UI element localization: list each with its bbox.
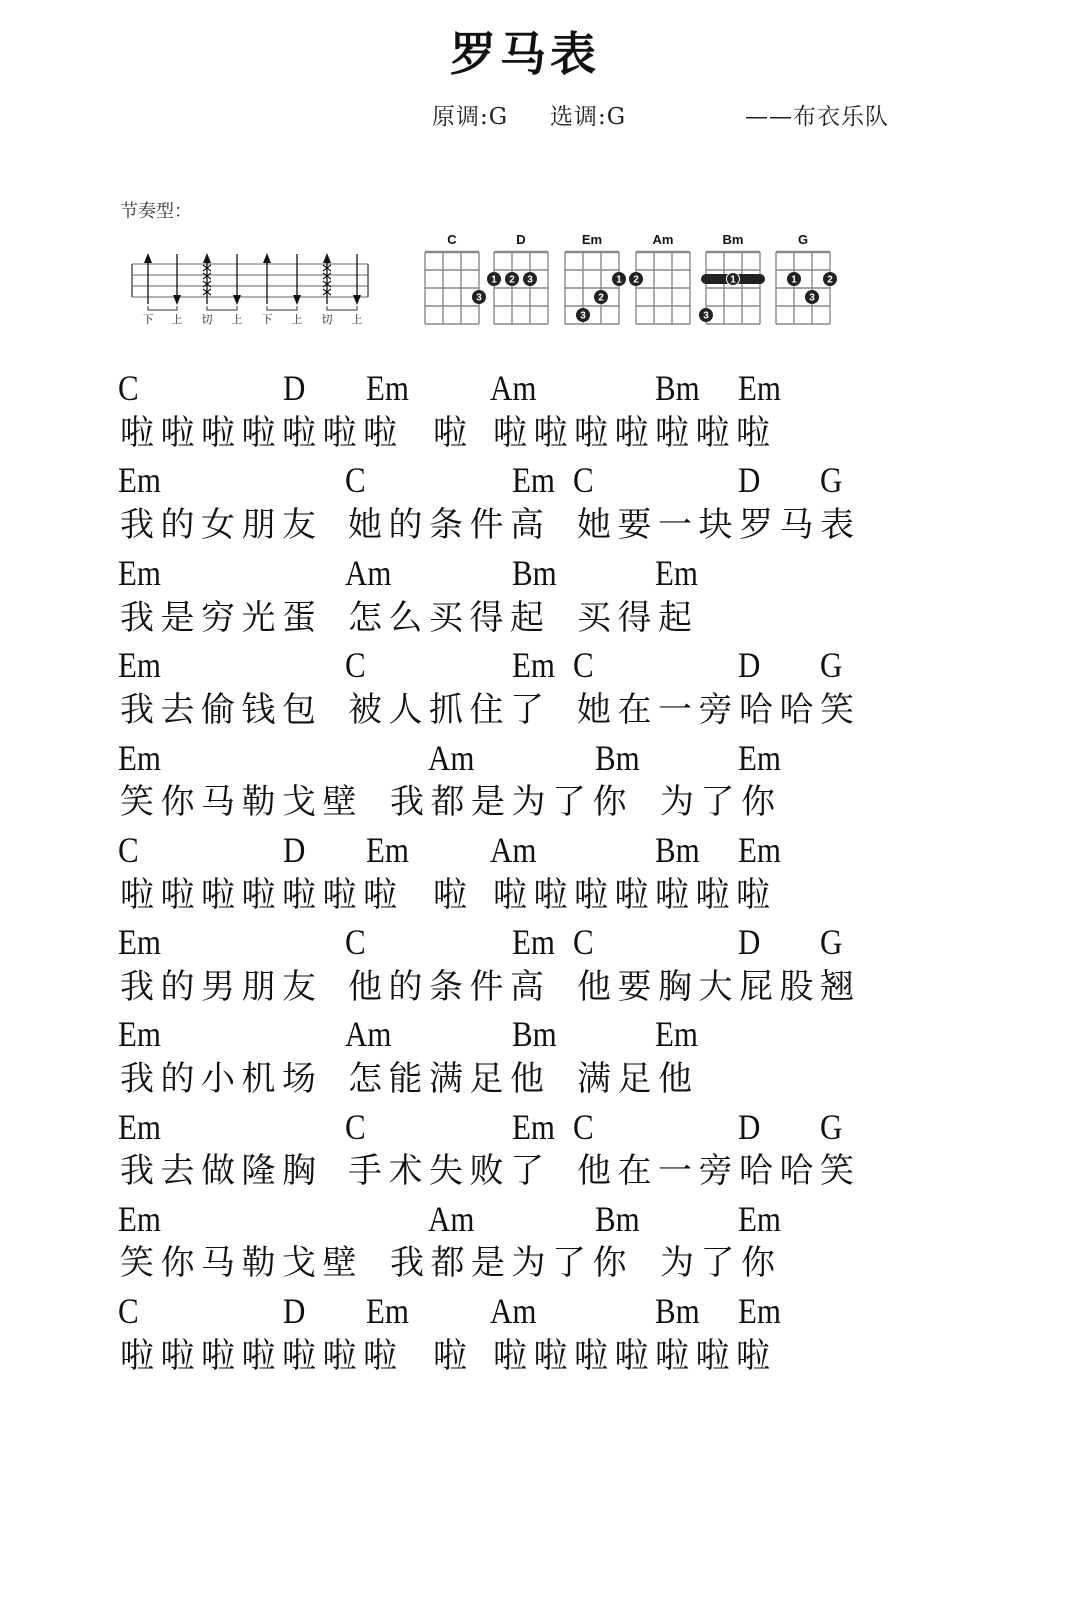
finger-dot	[787, 272, 801, 286]
chord-symbol: Em	[118, 1107, 161, 1147]
chord-symbol: Am	[345, 1014, 392, 1054]
chord-symbol: Em	[118, 922, 161, 962]
chord-symbol: Bm	[655, 830, 700, 870]
finger-number: 1	[730, 274, 736, 286]
finger-number: 2	[509, 274, 515, 286]
chord-diagram-bm	[699, 232, 765, 324]
chord-line	[0, 460, 1080, 500]
chord-diagram-d	[487, 232, 548, 324]
strum-stroke-label: 下	[142, 313, 154, 326]
lyric-phrase: 为了你	[660, 1243, 782, 1283]
strum-stroke-label: 切	[201, 313, 213, 326]
chord-diagram-am	[629, 232, 690, 324]
finger-dot	[576, 308, 590, 322]
finger-dot	[823, 272, 837, 286]
chord-symbol: C	[118, 830, 139, 870]
lyric-phrase: 笑你马勒戈壁	[120, 782, 363, 822]
chord-symbol: C	[573, 922, 594, 962]
chord-symbol: Em	[118, 645, 161, 685]
chord-line	[0, 368, 1080, 408]
finger-number: 2	[598, 292, 604, 304]
lyric-phrase: 怎能满足他	[348, 1059, 551, 1099]
finger-number: 3	[527, 274, 533, 286]
finger-number: 2	[827, 274, 833, 286]
chord-symbol: Am	[490, 368, 537, 408]
lyric-phrase: 她要一块罗马表	[577, 505, 861, 545]
strum-stroke-label: 下	[261, 313, 273, 326]
strum-stroke-label: 切	[321, 313, 333, 326]
strum-stroke-label: 上	[291, 313, 303, 326]
chord-symbol: C	[345, 1107, 366, 1147]
chord-symbol: Em	[118, 553, 161, 593]
chord-diagram-name: Em	[581, 232, 603, 247]
lyric-phrase: 怎么买得起	[348, 598, 551, 638]
finger-number: 3	[703, 310, 709, 322]
strum-stroke-label: 上	[231, 313, 243, 326]
lyric-phrase: 我是穷光蛋	[120, 598, 323, 638]
lyric-phrase: 啦	[433, 875, 474, 915]
chord-diagram-c	[425, 232, 486, 324]
fretboard-grid	[494, 252, 548, 324]
chord-symbol: C	[573, 645, 594, 685]
chord-symbol: D	[738, 1107, 761, 1147]
chord-symbol: Em	[118, 460, 161, 500]
chord-line	[0, 922, 1080, 962]
strum-pattern-diagram	[125, 248, 380, 333]
fretboard-grid	[565, 252, 619, 324]
chord-diagram-g	[776, 232, 837, 324]
finger-dot	[523, 272, 537, 286]
lyric-phrase: 他在一旁哈哈笑	[577, 1151, 861, 1191]
chord-symbol: Em	[366, 1291, 409, 1331]
chord-symbol: Em	[366, 368, 409, 408]
lyric-phrase: 我去偷钱包	[120, 690, 323, 730]
chord-symbol: C	[573, 1107, 594, 1147]
arrow-up-icon	[144, 253, 152, 304]
chord-symbol: D	[283, 830, 306, 870]
lyric-line	[0, 1243, 1080, 1283]
chord-line	[0, 1014, 1080, 1054]
lyric-phrase: 啦	[433, 1336, 474, 1376]
chord-symbol: Em	[738, 368, 781, 408]
lyric-phrase: 被人抓住了	[348, 690, 551, 730]
chord-symbol: Em	[738, 1291, 781, 1331]
chord-symbol: G	[820, 645, 843, 685]
lyric-phrase: 为了你	[660, 782, 782, 822]
lyric-phrase: 我都是为了你	[390, 1243, 633, 1283]
lyric-phrase: 他要胸大屁股翘	[577, 967, 861, 1007]
chord-symbol: Em	[738, 830, 781, 870]
finger-dot	[699, 308, 713, 322]
chord-symbol: D	[738, 922, 761, 962]
chord-symbol: Bm	[595, 1199, 640, 1239]
lyric-phrase: 啦啦啦啦啦啦啦	[493, 413, 777, 453]
chord-diagram-em	[565, 232, 626, 324]
chord-diagram-name: Am	[652, 232, 674, 247]
original-key: 原调:G	[432, 104, 509, 130]
chord-symbol: Em	[738, 738, 781, 778]
chord-symbol: G	[820, 1107, 843, 1147]
fretboard-grid	[706, 252, 760, 324]
chord-symbol: G	[820, 460, 843, 500]
lyric-phrase: 她在一旁哈哈笑	[577, 690, 861, 730]
lyric-phrase: 啦	[433, 413, 474, 453]
chord-symbol: Bm	[655, 368, 700, 408]
arrow-up-icon	[263, 253, 271, 304]
chord-symbol: Bm	[512, 553, 557, 593]
lyric-phrase: 我的男朋友	[120, 967, 323, 1007]
chord-diagrams	[410, 225, 850, 335]
chord-line	[0, 1291, 1080, 1331]
lyric-line	[0, 967, 1080, 1007]
strum-staff	[132, 264, 368, 297]
finger-number: 1	[491, 274, 497, 286]
finger-dot	[505, 272, 519, 286]
chord-symbol: Em	[512, 645, 555, 685]
chord-symbol: Em	[512, 1107, 555, 1147]
fretboard-grid	[636, 252, 690, 324]
lyric-phrase: 买得起	[577, 598, 699, 638]
finger-dot	[629, 272, 643, 286]
lyric-line	[0, 1059, 1080, 1099]
chord-symbol: Em	[118, 738, 161, 778]
lyric-line	[0, 1151, 1080, 1191]
strum-stroke-label: 上	[351, 313, 363, 326]
chord-symbol: D	[738, 645, 761, 685]
lyric-phrase: 啦啦啦啦啦啦啦	[493, 1336, 777, 1376]
chord-symbol: D	[283, 1291, 306, 1331]
finger-number: 1	[791, 274, 797, 286]
chord-symbol: D	[738, 460, 761, 500]
finger-number: 3	[809, 292, 815, 304]
chord-symbol: Bm	[595, 738, 640, 778]
lyric-line	[0, 1336, 1080, 1376]
chord-symbol: Am	[428, 738, 475, 778]
chord-diagram-name: D	[516, 232, 526, 247]
chord-line	[0, 830, 1080, 870]
chord-symbol: C	[345, 645, 366, 685]
lyric-line	[0, 598, 1080, 638]
lyric-line	[0, 690, 1080, 730]
chord-symbol: D	[283, 368, 306, 408]
chord-symbol: Em	[118, 1014, 161, 1054]
lyric-line	[0, 782, 1080, 822]
finger-dot	[472, 290, 486, 304]
chord-symbol: Am	[490, 1291, 537, 1331]
lyric-phrase: 她的条件高	[348, 505, 551, 545]
chord-symbol: C	[345, 922, 366, 962]
lyric-phrase: 我都是为了你	[390, 782, 633, 822]
finger-dot	[805, 290, 819, 304]
finger-dot	[487, 272, 501, 286]
chord-line	[0, 645, 1080, 685]
song-title: 罗马表	[450, 27, 600, 81]
lyric-line	[0, 505, 1080, 545]
chord-symbol: Em	[655, 1014, 698, 1054]
finger-number: 2	[633, 274, 639, 286]
chord-diagram-name: G	[797, 232, 809, 247]
lyric-phrase: 啦啦啦啦啦啦啦	[120, 413, 404, 453]
arrow-down-icon	[353, 254, 361, 305]
chord-symbol: Em	[366, 830, 409, 870]
chuck-icon	[323, 253, 331, 304]
chord-symbol: Bm	[655, 1291, 700, 1331]
chord-symbol: Em	[655, 553, 698, 593]
fretboard-grid	[776, 252, 830, 324]
lyric-phrase: 他的条件高	[348, 967, 551, 1007]
lyric-line	[0, 413, 1080, 453]
chord-symbol: Em	[512, 922, 555, 962]
chord-diagram-name: Bm	[722, 232, 744, 247]
chord-symbol: Bm	[512, 1014, 557, 1054]
fretboard-grid	[425, 252, 479, 324]
chord-symbol: Am	[428, 1199, 475, 1239]
chord-line	[0, 1107, 1080, 1147]
chord-symbol: Em	[118, 1199, 161, 1239]
lyric-phrase: 我的女朋友	[120, 505, 323, 545]
chord-symbol: C	[118, 1291, 139, 1331]
arrow-down-icon	[233, 254, 241, 305]
lyric-line	[0, 875, 1080, 915]
finger-dot	[594, 290, 608, 304]
chord-line	[0, 1199, 1080, 1239]
chord-symbol: Am	[490, 830, 537, 870]
finger-dot	[612, 272, 626, 286]
chord-symbol: G	[820, 922, 843, 962]
beam-bracket	[267, 306, 297, 310]
finger-number: 3	[580, 310, 586, 322]
arrow-down-icon	[173, 254, 181, 305]
chord-symbol: C	[573, 460, 594, 500]
lyric-phrase: 手术失败了	[348, 1151, 551, 1191]
lyric-phrase: 我去做隆胸	[120, 1151, 323, 1191]
lyric-phrase: 满足他	[577, 1059, 699, 1099]
chord-symbol: C	[118, 368, 139, 408]
rhythm-pattern-label: 节奏型：	[120, 201, 192, 222]
lyric-phrase: 笑你马勒戈壁	[120, 1243, 363, 1283]
lyric-phrase: 啦啦啦啦啦啦啦	[120, 1336, 404, 1376]
chord-diagram-name: C	[447, 232, 457, 247]
arrow-down-icon	[293, 254, 301, 305]
chord-symbol: Em	[738, 1199, 781, 1239]
chuck-icon	[203, 253, 211, 304]
barre-marker	[701, 273, 765, 286]
finger-number: 1	[616, 274, 622, 286]
beam-bracket	[148, 306, 177, 310]
chord-symbol: C	[345, 460, 366, 500]
strum-stroke-label: 上	[171, 313, 183, 326]
beam-bracket	[207, 306, 237, 310]
beam-bracket	[327, 306, 357, 310]
finger-number: 3	[476, 292, 482, 304]
lyric-phrase: 啦啦啦啦啦啦啦	[120, 875, 404, 915]
chord-line	[0, 738, 1080, 778]
lyric-phrase: 啦啦啦啦啦啦啦	[493, 875, 777, 915]
chord-line	[0, 553, 1080, 593]
selected-key: 选调:G	[550, 104, 627, 130]
artist-credit: ——布衣乐队	[745, 104, 889, 130]
chord-symbol: Am	[345, 553, 392, 593]
chord-symbol: Em	[512, 460, 555, 500]
lyric-phrase: 我的小机场	[120, 1059, 323, 1099]
